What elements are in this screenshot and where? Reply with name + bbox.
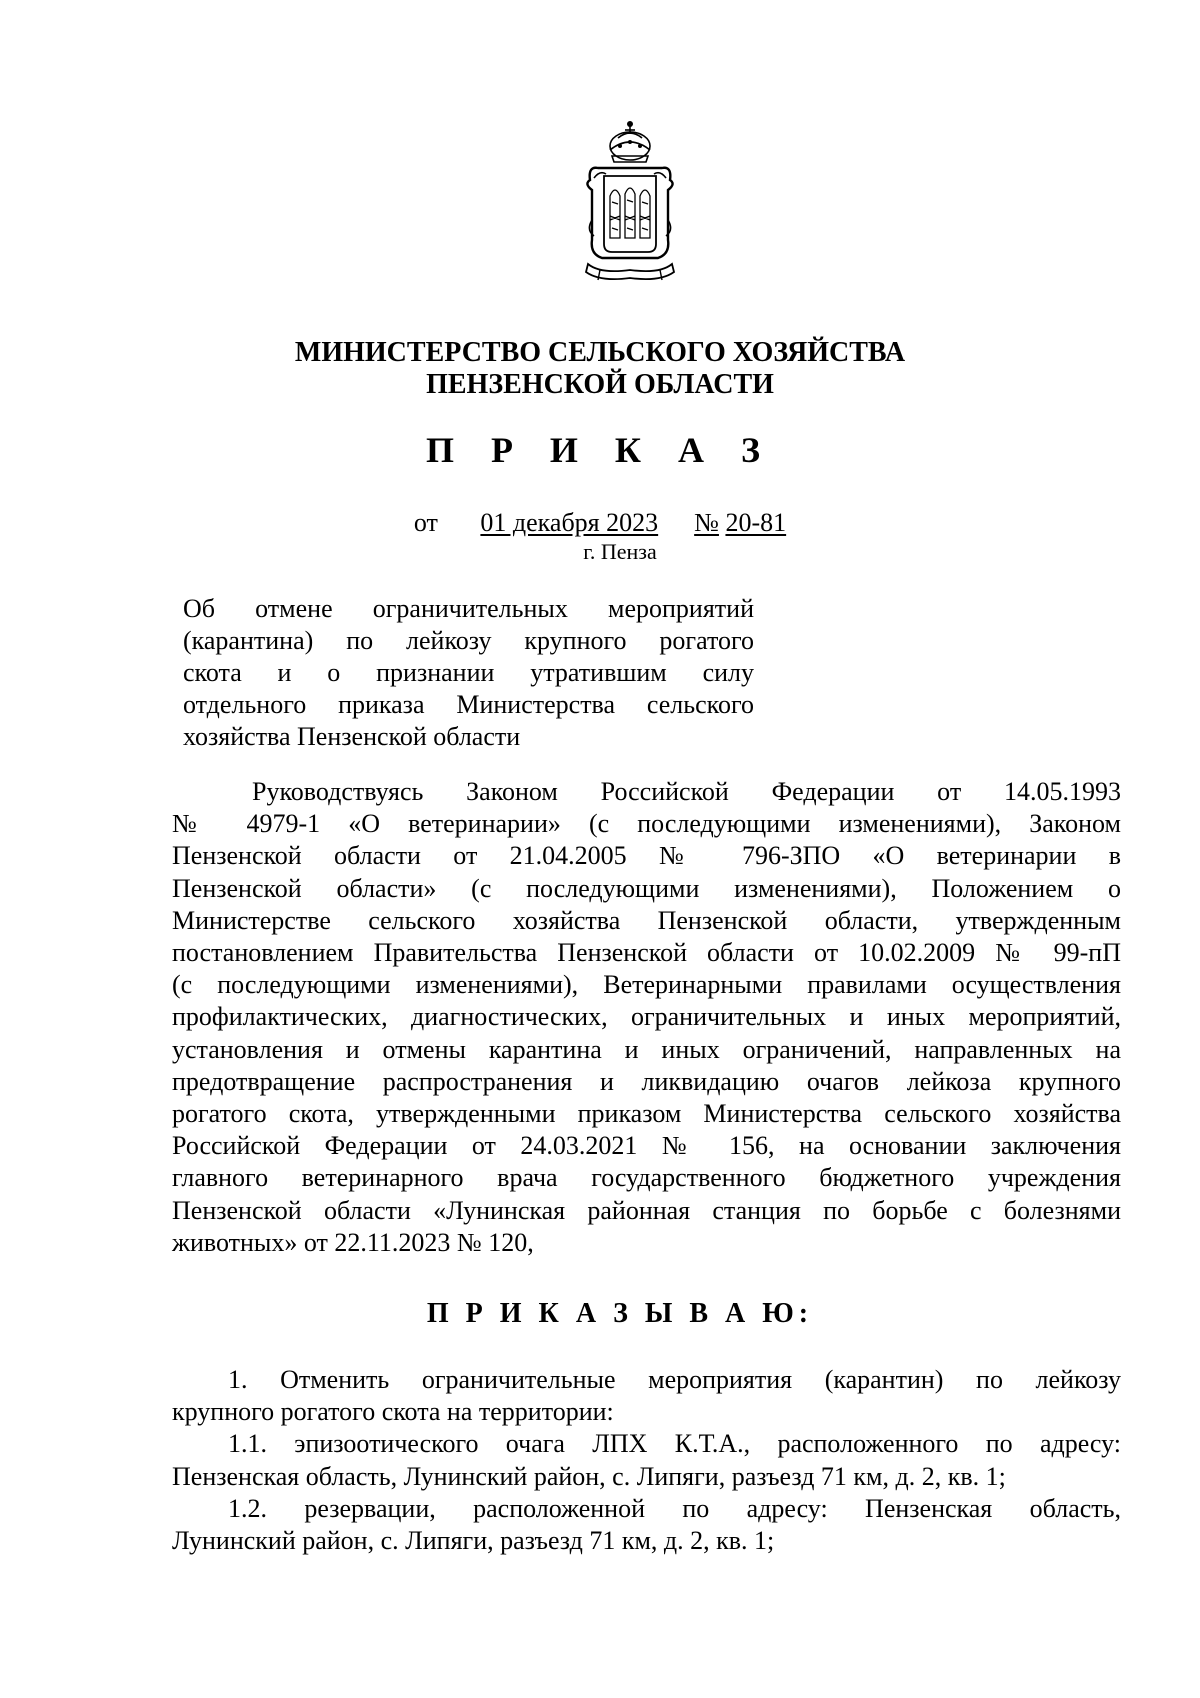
order-points bbox=[172, 1364, 1121, 1557]
number-prefix: № bbox=[694, 508, 719, 537]
document-type-title: П Р И К А З bbox=[425, 430, 775, 470]
preamble-line: Пензенской области» (с последующими изменениями), Положением о bbox=[172, 873, 1121, 903]
preamble-line: рогатого скота, утвержденными приказом Министерства сельского хозяйства bbox=[172, 1099, 1121, 1129]
preamble-line: Российской Федерации от 24.03.2021 № 156, на основании заключения bbox=[172, 1131, 1121, 1161]
city-label: г. Пенза bbox=[583, 539, 657, 564]
preamble-line: Пензенской области «Лунинская районная станция по борьбе с болезнями bbox=[172, 1195, 1121, 1225]
ministry-name-line1: МИНИСТЕРСТВО СЕЛЬСКОГО ХОЗЯЙСТВА bbox=[294, 337, 906, 368]
preamble-line: № 4979-1 «О ветеринарии» (с последующими изменениями), Законом bbox=[172, 809, 1121, 839]
preamble-line: установления и отмены карантина и иных ограничений, направленных на bbox=[172, 1034, 1121, 1064]
date-number-line bbox=[0, 508, 1200, 538]
order-subject bbox=[183, 593, 754, 753]
coat-of-arms-emblem bbox=[580, 120, 680, 292]
preamble-line: животных» от 22.11.2023 № 120, bbox=[172, 1227, 534, 1257]
subject-line: скота и о признании утратившим силу bbox=[183, 658, 754, 687]
ministry-name-line2: ПЕНЗЕНСКОЙ ОБЛАСТИ bbox=[426, 369, 774, 400]
order-date: 01 декабря 2023 bbox=[480, 508, 659, 537]
preamble-line: предотвращение распространения и ликвидацию очагов лейкоза крупного bbox=[172, 1066, 1121, 1096]
preamble-line: Министерстве сельского хозяйства Пензенской области, утвержденным bbox=[172, 905, 1121, 935]
point-1-1-line: Пензенская область, Лунинский район, с. Липяги, разъезд 71 км, д. 2, кв. 1; bbox=[172, 1461, 1006, 1491]
preamble-line: профилактических, диагностических, ограничительных и иных мероприятий, bbox=[172, 1002, 1121, 1032]
subject-line: отдельного приказа Министерства сельского bbox=[183, 690, 754, 719]
point-1-line: крупного рогатого скота на территории: bbox=[172, 1397, 614, 1427]
point-1-2-line: Лунинский район, с. Липяги, разъезд 71 км, д. 2, кв. 1; bbox=[172, 1526, 775, 1556]
point-1-line: 1. Отменить ограничительные мероприятия (карантин) по лейкозу bbox=[228, 1365, 1121, 1394]
preamble-paragraph bbox=[172, 776, 1121, 1259]
preamble-line: (с последующими изменениями), Ветеринарными правилами осуществления bbox=[172, 970, 1121, 1000]
point-1-2-line: 1.2. резервации, расположенной по адресу: Пензенская область, bbox=[228, 1493, 1121, 1523]
preamble-line: главного ветеринарного врача государственного бюджетного учреждения bbox=[172, 1163, 1121, 1193]
point-1-1-line: 1.1. эпизоотического очага ЛПХ К.Т.А., расположенного по адресу: bbox=[228, 1429, 1121, 1459]
subject-line: Об отмене ограничительных мероприятий bbox=[183, 594, 754, 623]
date-prefix: от bbox=[413, 508, 438, 537]
preamble-line: Руководствуясь Законом Российской Федерации от 14.05.1993 bbox=[252, 777, 1121, 806]
preamble-line: Пензенской области от 21.04.2005 № 796-ЗПО «О ветеринарии в bbox=[172, 841, 1121, 871]
order-number: 20-81 bbox=[725, 508, 787, 537]
subject-line: хозяйства Пензенской области bbox=[183, 722, 521, 751]
subject-line: (карантина) по лейкозу крупного рогатого bbox=[183, 626, 754, 655]
preamble-line: постановлением Правительства Пензенской области от 10.02.2009 № 99-пП bbox=[172, 938, 1121, 968]
decree-heading: П Р И К А З Ы В А Ю: bbox=[426, 1298, 814, 1329]
